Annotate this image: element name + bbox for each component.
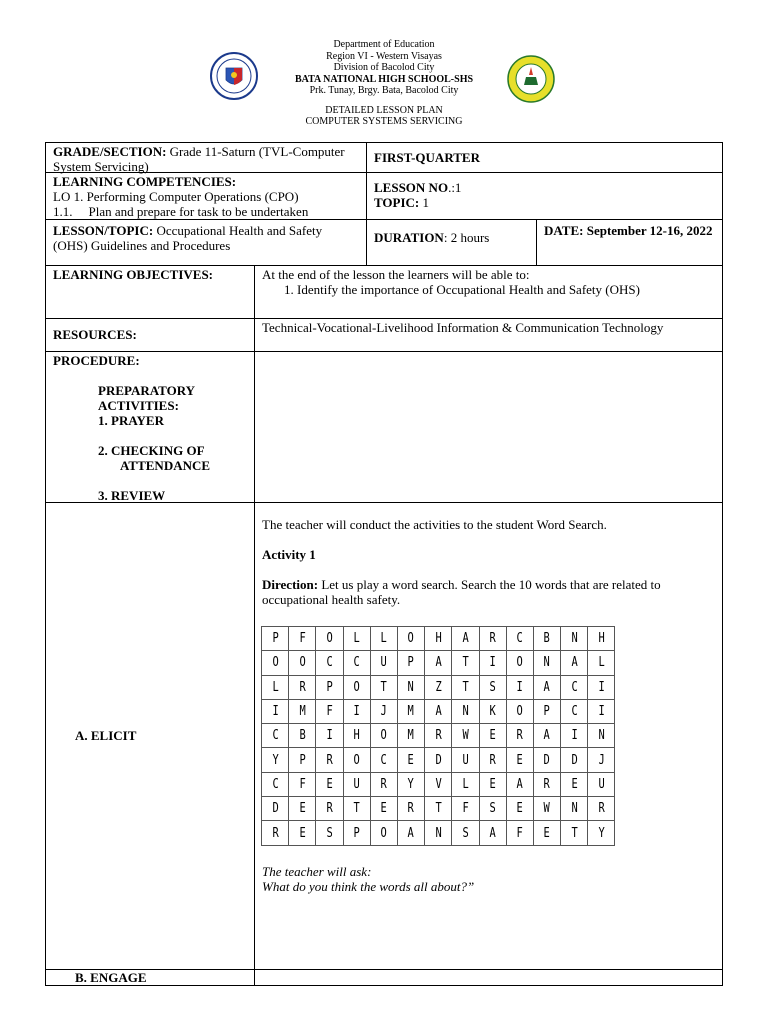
- division-line: Division of Bacolod City: [333, 62, 435, 73]
- lesson-topic-value: Occupational Health and Safety (OHS) Guidelines and Procedures: [53, 223, 323, 253]
- engage-label: B. ENGAGE: [75, 970, 147, 985]
- lesson-topic-label: LESSON/TOPIC:: [53, 223, 154, 238]
- date-cell: [536, 220, 722, 265]
- word-search-cell: A: [400, 821, 422, 845]
- word-search-cell: T: [346, 797, 368, 821]
- word-search-cell: C: [563, 699, 585, 723]
- competencies-row: [45, 173, 723, 220]
- word-search-cell: R: [319, 748, 341, 772]
- word-search-cell: I: [264, 699, 286, 723]
- school-seal-logo: [507, 55, 555, 103]
- engage-row: [45, 970, 723, 986]
- word-search-cell: D: [427, 748, 449, 772]
- word-search-cell: C: [264, 724, 286, 748]
- competency-2-number: 1.1.: [53, 204, 73, 219]
- word-search-cell: U: [373, 651, 395, 675]
- word-search-cell: R: [536, 772, 558, 796]
- word-search-cell: Y: [264, 748, 286, 772]
- grade-section-label: GRADE/SECTION:: [53, 144, 167, 159]
- resources-label-cell: [46, 319, 254, 351]
- procedure-content-cell: [254, 352, 722, 502]
- word-search-row: [262, 699, 615, 723]
- word-search-cell: E: [509, 797, 531, 821]
- word-search-cell: B: [291, 724, 313, 748]
- word-search-cell: T: [563, 821, 585, 845]
- word-search-cell: A: [427, 699, 449, 723]
- word-search-cell: E: [319, 772, 341, 796]
- engage-content-cell: [254, 970, 722, 985]
- lesson-number-value: .:1: [448, 180, 462, 195]
- word-search-cell: N: [427, 821, 449, 845]
- word-search-cell: R: [482, 748, 504, 772]
- word-search-cell: P: [264, 627, 286, 651]
- word-search-cell: Z: [427, 675, 449, 699]
- word-search-cell: V: [427, 772, 449, 796]
- word-search-cell: O: [373, 821, 395, 845]
- word-search-cell: W: [536, 797, 558, 821]
- word-search-cell: L: [346, 627, 368, 651]
- date-label: DATE: September 12-16, 2022: [544, 223, 713, 238]
- word-search-cell: R: [590, 797, 612, 821]
- word-search-cell: T: [455, 651, 477, 675]
- word-search-cell: H: [590, 627, 612, 651]
- word-search-cell: H: [346, 724, 368, 748]
- word-search-cell: S: [455, 821, 477, 845]
- word-search-cell: M: [400, 699, 422, 723]
- word-search-cell: W: [455, 724, 477, 748]
- topic-label: TOPIC:: [374, 195, 420, 210]
- word-search-row: [262, 627, 615, 651]
- word-search-cell: F: [509, 821, 531, 845]
- duration-cell: [366, 220, 536, 265]
- word-search-cell: P: [291, 748, 313, 772]
- word-search-cell: P: [319, 675, 341, 699]
- document-title: DETAILED LESSON PLAN: [325, 104, 443, 116]
- word-search-cell: A: [536, 675, 558, 699]
- word-search-cell: C: [509, 627, 531, 651]
- word-search-cell: E: [482, 772, 504, 796]
- engage-label-cell: [46, 970, 254, 985]
- word-search-cell: Y: [400, 772, 422, 796]
- resources-value: Technical-Vocational-Livelihood Information & Communication Technology: [262, 320, 664, 335]
- word-search-cell: D: [563, 748, 585, 772]
- word-search-cell: R: [319, 797, 341, 821]
- department-line: Department of Education: [333, 39, 435, 50]
- word-search-cell: H: [427, 627, 449, 651]
- word-search-row: [262, 772, 615, 796]
- word-search-cell: A: [455, 627, 477, 651]
- word-search-cell: I: [563, 724, 585, 748]
- word-search-cell: U: [346, 772, 368, 796]
- word-search-cell: R: [482, 627, 504, 651]
- prep-prayer: 1. PRAYER: [98, 413, 164, 428]
- word-search-cell: E: [291, 821, 313, 845]
- word-search-cell: Y: [590, 821, 612, 845]
- word-search-cell: S: [482, 797, 504, 821]
- word-search-cell: A: [509, 772, 531, 796]
- word-search-cell: F: [291, 772, 313, 796]
- word-search-cell: I: [346, 699, 368, 723]
- word-search-cell: D: [264, 797, 286, 821]
- word-search-cell: L: [590, 651, 612, 675]
- word-search-cell: R: [427, 724, 449, 748]
- word-search-cell: J: [373, 699, 395, 723]
- elicit-label: A. ELICIT: [75, 728, 137, 743]
- word-search-cell: O: [264, 651, 286, 675]
- procedure-row: [45, 352, 723, 503]
- teacher-question-line: What do you think the words all about?”: [262, 879, 475, 894]
- direction-label: Direction:: [262, 577, 319, 592]
- word-search-cell: R: [264, 821, 286, 845]
- word-search-cell: M: [400, 724, 422, 748]
- word-search-cell: T: [373, 675, 395, 699]
- word-search-cell: R: [509, 724, 531, 748]
- word-search-cell: I: [590, 699, 612, 723]
- word-search-row: [262, 724, 615, 748]
- word-search-cell: F: [455, 797, 477, 821]
- school-address: Prk. Tunay, Brgy. Bata, Bacolod City: [309, 85, 459, 96]
- lesson-topic-row: [45, 220, 723, 266]
- school-name: BATA NATIONAL HIGH SCHOOL-SHS: [294, 73, 474, 85]
- resources-label: RESOURCES:: [53, 327, 137, 342]
- word-search-cell: T: [427, 797, 449, 821]
- word-search-cell: U: [455, 748, 477, 772]
- word-search-cell: S: [482, 675, 504, 699]
- activity-label: Activity 1: [262, 547, 316, 562]
- word-search-cell: N: [563, 627, 585, 651]
- word-search-cell: B: [536, 627, 558, 651]
- word-search-cell: K: [482, 699, 504, 723]
- word-search-cell: A: [482, 821, 504, 845]
- word-search-cell: O: [509, 651, 531, 675]
- word-search-cell: N: [590, 724, 612, 748]
- word-search-cell: E: [291, 797, 313, 821]
- word-search-cell: E: [482, 724, 504, 748]
- word-search-cell: N: [455, 699, 477, 723]
- word-search-cell: M: [291, 699, 313, 723]
- grade-section-cell: [46, 143, 366, 172]
- word-search-cell: C: [319, 651, 341, 675]
- word-search-cell: R: [400, 797, 422, 821]
- word-search-cell: P: [536, 699, 558, 723]
- word-search-cell: N: [563, 797, 585, 821]
- word-search-cell: L: [455, 772, 477, 796]
- word-search-cell: O: [291, 651, 313, 675]
- competency-1: LO 1. Performing Computer Operations (CPO): [53, 189, 299, 204]
- word-search-cell: T: [455, 675, 477, 699]
- word-search-cell: S: [319, 821, 341, 845]
- competency-2-text: Plan and prepare for task to be undertaken: [88, 204, 309, 219]
- letterhead: [0, 39, 768, 128]
- word-search-row: [262, 821, 615, 845]
- word-search-grid: [261, 626, 615, 846]
- word-search-cell: E: [509, 748, 531, 772]
- word-search-cell: O: [346, 748, 368, 772]
- word-search-cell: O: [509, 699, 531, 723]
- word-search-cell: O: [400, 627, 422, 651]
- word-search-cell: A: [427, 651, 449, 675]
- word-search-cell: L: [264, 675, 286, 699]
- lesson-topic-cell: [46, 220, 366, 265]
- word-search-cell: I: [482, 651, 504, 675]
- word-search-row: [262, 675, 615, 699]
- word-search-cell: N: [536, 651, 558, 675]
- word-search-cell: F: [319, 699, 341, 723]
- objectives-label: LEARNING OBJECTIVES:: [53, 267, 214, 282]
- word-search-cell: C: [264, 772, 286, 796]
- duration-label: DURATION: [374, 230, 444, 245]
- word-search-cell: E: [563, 772, 585, 796]
- word-search-row: [262, 797, 615, 821]
- resources-row: [45, 319, 723, 352]
- teacher-ask-line: The teacher will ask:: [262, 864, 372, 879]
- word-search-cell: J: [590, 748, 612, 772]
- subject-title: COMPUTER SYSTEMS SERVICING: [305, 116, 463, 127]
- objective-1: 1. Identify the importance of Occupational Health and Safety (OHS): [284, 282, 640, 297]
- word-search-cell: C: [563, 675, 585, 699]
- word-search-cell: P: [346, 821, 368, 845]
- elicit-intro: The teacher will conduct the activities to the student Word Search.: [262, 517, 607, 532]
- word-search-cell: N: [400, 675, 422, 699]
- word-search-cell: I: [509, 675, 531, 699]
- grade-section-value: Grade 11-Saturn (TVL-Computer System Servicing): [53, 144, 345, 174]
- word-search-cell: E: [373, 797, 395, 821]
- duration-value: : 2 hours: [443, 230, 490, 245]
- lesson-plan-table: [45, 142, 723, 986]
- objectives-label-cell: [46, 266, 254, 318]
- word-search-cell: C: [373, 748, 395, 772]
- word-search-cell: U: [590, 772, 612, 796]
- prep-review: 3. REVIEW: [98, 488, 166, 503]
- word-search-cell: I: [590, 675, 612, 699]
- direction-text: Let us play a word search. Search the 10 words that are related to occupational health safety.: [262, 577, 661, 607]
- word-search-cell: O: [319, 627, 341, 651]
- quarter-label: FIRST-QUARTER: [374, 150, 480, 165]
- competencies-label: LEARNING COMPETENCIES:: [53, 174, 237, 189]
- grade-row: [45, 142, 723, 173]
- prep-attendance: 2. CHECKING OF: [98, 443, 205, 458]
- procedure-label: PROCEDURE:: [53, 353, 140, 368]
- word-search-cell: D: [536, 748, 558, 772]
- word-search-row: [262, 651, 615, 675]
- elicit-label-cell: [46, 503, 254, 969]
- resources-content-cell: [254, 319, 722, 351]
- word-search-cell: I: [319, 724, 341, 748]
- word-search-cell: P: [400, 651, 422, 675]
- region-line: Region VI - Western Visayas: [326, 50, 442, 62]
- word-search-cell: F: [291, 627, 313, 651]
- word-search-cell: E: [536, 821, 558, 845]
- lesson-number-cell: [366, 173, 722, 219]
- word-search-cell: O: [373, 724, 395, 748]
- word-search-cell: R: [373, 772, 395, 796]
- quarter-cell: [366, 143, 722, 172]
- objectives-row: [45, 266, 723, 319]
- objectives-intro: At the end of the lesson the learners will be able to:: [262, 267, 530, 282]
- topic-value: 1: [419, 195, 430, 210]
- preparatory-label: PREPARATORY ACTIVITIES:: [98, 383, 195, 413]
- deped-seal-logo: [210, 52, 258, 100]
- word-search-cell: O: [346, 675, 368, 699]
- word-search-cell: L: [373, 627, 395, 651]
- word-search-cell: A: [563, 651, 585, 675]
- lesson-number-label: LESSON NO: [374, 180, 449, 195]
- word-search-row: [262, 748, 615, 772]
- word-search-cell: C: [346, 651, 368, 675]
- prep-attendance-cont: ATTENDANCE: [120, 458, 211, 473]
- objectives-content-cell: [254, 266, 722, 318]
- procedure-cell: [46, 352, 254, 502]
- competencies-cell: [46, 173, 366, 219]
- word-search-cell: R: [291, 675, 313, 699]
- word-search-cell: A: [536, 724, 558, 748]
- word-search-cell: E: [400, 748, 422, 772]
